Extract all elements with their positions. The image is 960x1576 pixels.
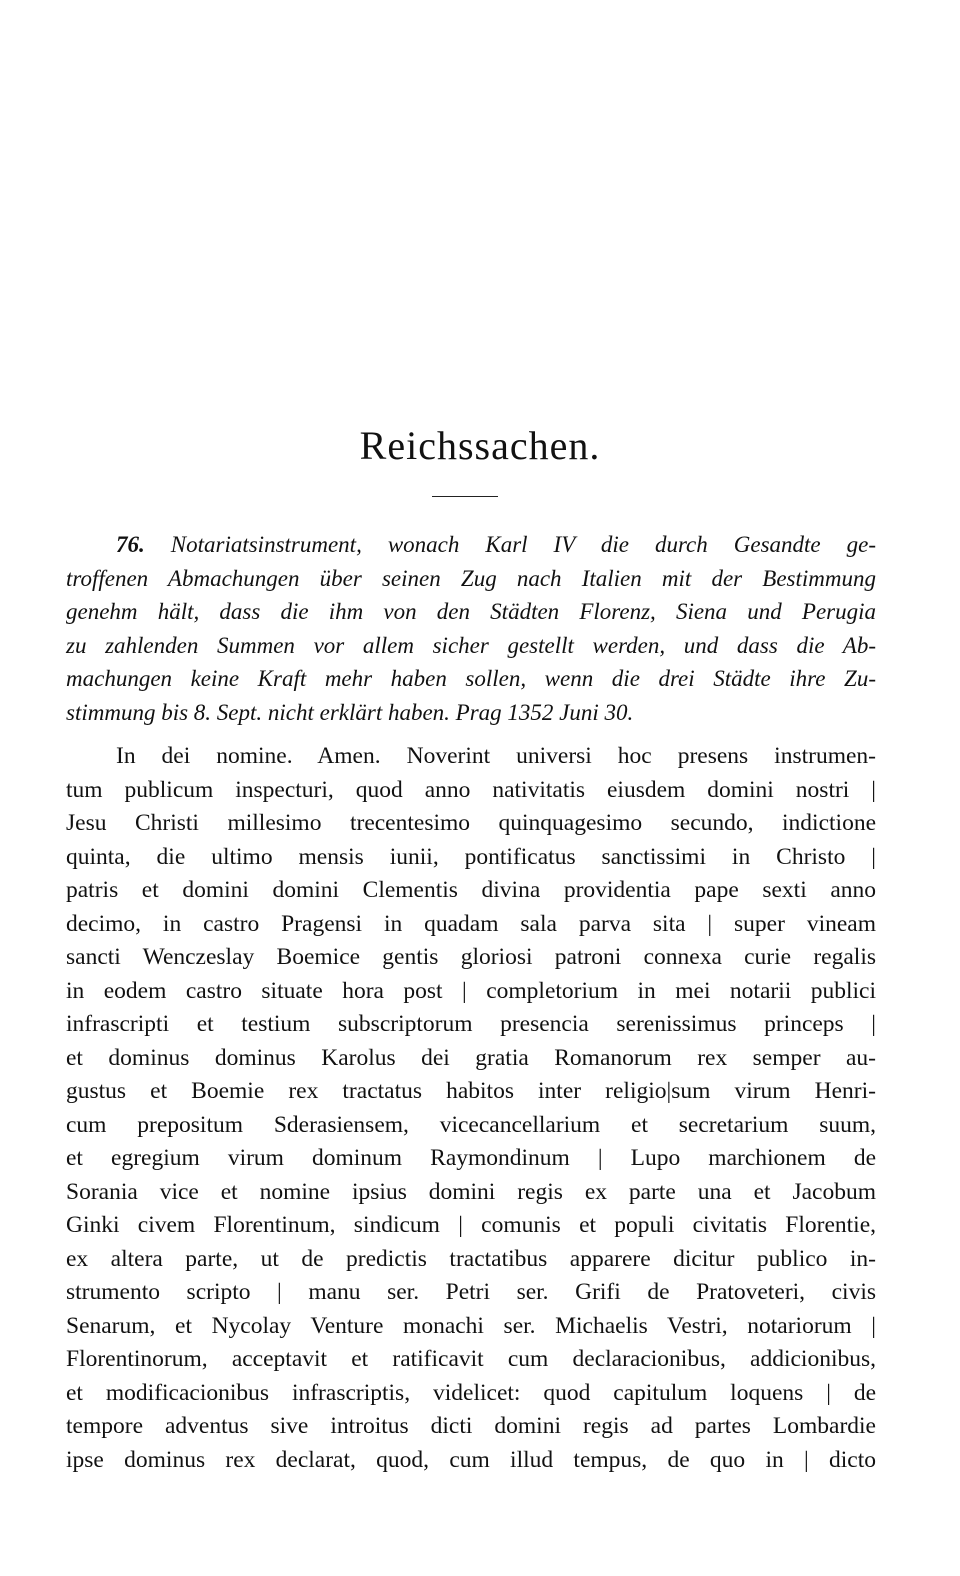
- heading-divider: [432, 496, 498, 497]
- regest-line: [66, 528, 876, 562]
- document-number: 76.: [116, 532, 145, 557]
- body-line: gustus et Boemie rex tractatus habitos inter religio|sum virum Henri-: [66, 1078, 876, 1104]
- body-line: strumento scripto | manu ser. Petri ser. Grifi de Pratoveteri, civis: [66, 1279, 876, 1305]
- body-line: decimo, in castro Pragensi in quadam sala parva sita | super vineam: [66, 910, 876, 937]
- body-line: Sorania vice et nomine ipsius domini regis ex parte una et Jacobum: [66, 1178, 876, 1205]
- document-body-text: [66, 740, 876, 1477]
- body-line: tum publicum inspecturi, quod anno nativitatis eiusdem domini nostri |: [66, 776, 876, 803]
- body-line: infrascripti et testium subscriptorum presencia serenissimus princeps |: [66, 1011, 876, 1037]
- body-line: et egregium virum dominum Raymondinum | Lupo marchionem de: [66, 1145, 876, 1171]
- document-regest: [66, 528, 876, 729]
- body-line: sancti Wenczeslay Boemice gentis gloriosi patroni connexa curie regalis: [66, 944, 876, 970]
- body-line: et dominus dominus Karolus dei gratia Romanorum rex semper au-: [66, 1044, 876, 1071]
- body-line: cum prepositum Sderasiensem, vicecancellarium et secretarium suum,: [66, 1111, 876, 1138]
- body-line: patris et domini domini Clementis divina providentia pape sexti anno: [66, 877, 876, 903]
- body-line: Ginki civem Florentinum, sindicum | comunis et populi civitatis Florentie,: [66, 1212, 876, 1238]
- body-line: ex altera parte, ut de predictis tractatibus apparere dicitur publico in-: [66, 1245, 876, 1272]
- body-line: Florentinorum, acceptavit et ratificavit cum declaracionibus, addicionibus,: [66, 1346, 876, 1372]
- regest-line: stimmung bis 8. Sept. nicht erklärt haben. Prag 1352 Juni 30.: [66, 699, 634, 725]
- regest-line: machungen keine Kraft mehr haben sollen, wenn die drei Städte ihre Zu-: [66, 666, 876, 691]
- body-line: Jesu Christi millesimo trecentesimo quinquagesimo secundo, indictione: [66, 810, 876, 836]
- body-line: et modificacionibus infrascriptis, videlicet: quod capitulum loquens | de: [66, 1379, 876, 1406]
- body-line: in eodem castro situate hora post | completorium in mei notarii publici: [66, 977, 876, 1004]
- regest-line: genehm hält, dass die ihm von den Städten Florenz, Siena und Perugia: [66, 599, 876, 624]
- regest-line-text: Notariatsinstrument, wonach Karl IV die durch Gesandte ge-: [170, 532, 877, 557]
- section-heading: Reichssachen.: [359, 423, 601, 468]
- body-line: ipse dominus rex declarat, quod, cum illud tempus, de quo in | dicto: [66, 1446, 876, 1473]
- body-line: Senarum, et Nycolay Venture monachi ser. Michaelis Vestri, notariorum |: [66, 1312, 876, 1339]
- body-line: quinta, die ultimo mensis iunii, pontificatus sanctissimi in Christo |: [66, 843, 876, 870]
- body-line: In dei nomine. Amen. Noverint universi hoc presens instrumen-: [116, 743, 876, 769]
- regest-line: zu zahlenden Summen vor allem sicher gestellt werden, und dass die Ab-: [66, 632, 876, 658]
- body-line: tempore adventus sive introitus dicti domini regis ad partes Lombardie: [66, 1413, 876, 1439]
- regest-line: troffenen Abmachungen über seinen Zug nach Italien mit der Bestimmung: [66, 565, 876, 591]
